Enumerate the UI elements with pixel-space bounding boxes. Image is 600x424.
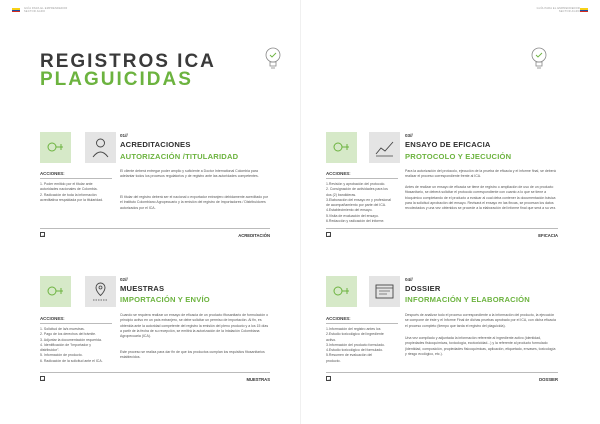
section-paragraph: Después de analizar todo el proceso correspondiente a la información del producto, la ejecución se compone de éste y el Informe Final de dichas pruebas aprobado por el ICA, con dicha eficacia el proceso completo (tiempo que tarda el registro del plaguicida). — [405, 313, 556, 328]
list-item: 1. Poder emitido por el titular ante — [40, 182, 93, 186]
header-right — [510, 7, 580, 14]
section-title: DOSSIER — [405, 284, 441, 293]
section-paragraph: El titular del registro deberá ser el nacional o exportador extranjero debidamente acreditado por el Instituto Colombiano Agropecuario y la emisión del registro de Importadores / Distribuidores autorizados por el ICA. — [120, 195, 269, 210]
list-item: producto. — [326, 358, 341, 363]
list-item: 4.Establecimiento del ensayo. — [326, 208, 373, 213]
page-title: REGISTROS ICA — [40, 51, 216, 72]
list-item: 2. Pago de los derechos del trámite. — [40, 332, 97, 337]
list-item: 1. Solicitud de la/s muestras. — [40, 327, 85, 331]
list-item: 6.Redacción y radicación del informe. — [326, 219, 385, 224]
divider — [326, 372, 558, 373]
document-icon — [369, 276, 400, 307]
lightbulb-icon — [528, 45, 550, 71]
section-paragraph: Este proceso se realiza para dar fin de que los productos cumplan los requisitos fitosanitarios establecidos. — [120, 350, 265, 360]
arrow-box-icon[interactable]: → — [41, 232, 45, 237]
section-subtitle: IMPORTACIÓN Y ENVÍO — [120, 295, 210, 304]
list-item: 5.Resumen de evaluación del — [326, 353, 373, 358]
microscope-icon — [40, 276, 71, 307]
divider — [40, 228, 270, 229]
divider — [40, 178, 112, 179]
list-item: activo. — [326, 337, 337, 342]
list-item: 1.Revisión y aprobación del protocolo. — [326, 182, 386, 186]
section-paragraph: Cuando se requiera realizar un ensayo de eficacia de un producto fitosanitario de formulación o principio activo en un país extranjero, se debe solicitar un permiso de importación. Al fin, es obtenida ante la autoridad competente del registro la emisión del pleno producto y a los 15 días a partir de la fecha de su recepción, se emitirá la autorización de la Intalación Colombiana Agropecuaria (ICA). — [120, 313, 269, 339]
colombia-flag-icon — [12, 8, 20, 12]
section-link[interactable]: DOSSIER — [539, 377, 558, 382]
acciones-label: ACCIONES: — [40, 171, 65, 176]
list-item: distribuidor". — [40, 348, 60, 353]
list-item: 3.Información del producto formulado. — [326, 342, 385, 347]
divider — [40, 323, 112, 324]
list-item: 2.Estudio toxicológico del ingrediente — [326, 332, 384, 337]
header-right-line1: GUÍA PARA EL EMPRENDEDOR — [536, 7, 580, 10]
section-link[interactable]: ACREDITACIÓN — [238, 233, 270, 238]
colombia-flag-icon — [580, 8, 588, 12]
section-title: MUESTRAS — [120, 284, 165, 293]
list-item: 3. Adjuntar la documentación requerida. — [40, 337, 102, 342]
list-item: de acompañamiento por parte del ICA. — [326, 203, 387, 208]
acciones-label: ACCIONES: — [326, 316, 351, 321]
divider — [326, 178, 398, 179]
list-item: 2. Radicación de toda la información — [40, 192, 97, 197]
section-number: 02// — [120, 277, 128, 282]
section-title: ENSAYO DE EFICACIA — [405, 140, 491, 149]
section-subtitle: INFORMACIÓN Y ELABORACIÓN — [405, 295, 530, 304]
header-left-line2: SECTOR AGRO — [24, 10, 46, 14]
list-item: 4. Identificación de "Importador y — [40, 342, 92, 347]
divider — [326, 323, 398, 324]
header-left — [24, 7, 67, 14]
list-item: 3.Elaboración del ensayo en y profesional — [326, 197, 391, 202]
actions-list — [326, 182, 402, 224]
header-right-line2: SECTOR AGRO — [558, 10, 580, 14]
microscope-icon — [40, 132, 71, 163]
section-number: 01// — [120, 133, 128, 138]
chart-icon — [369, 132, 400, 163]
header-left-line1: GUÍA PARA EL EMPRENDEDOR — [24, 7, 68, 10]
section-title: ACREDITACIONES — [120, 140, 191, 149]
arrow-box-icon[interactable]: → — [327, 376, 331, 381]
arrow-box-icon[interactable]: → — [327, 232, 331, 237]
list-item: dos (2) bandideras. — [326, 192, 357, 197]
actions-list — [40, 182, 114, 203]
section-number: 04// — [405, 277, 413, 282]
list-item: 1.Información del registro antes los — [326, 327, 381, 331]
acciones-label: ACCIONES: — [326, 171, 351, 176]
divider — [326, 228, 558, 229]
actions-list — [326, 327, 402, 364]
page-divider — [300, 0, 301, 424]
list-item: autoridades nacionales de Colombia. — [40, 187, 98, 192]
page-subtitle: PLAGUICIDAS — [40, 69, 193, 90]
list-item: 2. Consignación de actividades para los — [326, 187, 388, 192]
section-link[interactable]: MUESTRAS — [246, 377, 270, 382]
section-paragraph: Antes de realizar un ensayo de eficacia se tiene de registro o ampliación de uso de un producto fitosanitario, se deberá solicitar el protocolo correspondiente con cuanto a lo que se tiene a bioquímico completando de el producto a evaluar al cual deba contener la documentación básica para la solicitud aprobación del ensayo. Revisará el ensayo en las fincas, se procesan los datos recolectados y una vez obtenidos se procede a la elaboración del informe final que será a su vez. — [405, 185, 557, 211]
list-item: acreditativa respaldada por la titularidad. — [40, 197, 104, 202]
list-item: 4.Estudio toxicológico del formulado. — [326, 348, 384, 353]
section-number: 03// — [405, 133, 413, 138]
divider — [40, 372, 270, 373]
acciones-label: ACCIONES: — [40, 316, 65, 321]
microscope-icon — [326, 276, 357, 307]
list-item: 5. Información de producto. — [40, 353, 83, 358]
list-item: 6. Radicación de la solicitud ante el ICA. — [40, 358, 103, 363]
actions-list — [40, 327, 116, 364]
section-paragraph: Una vez compilado y adjuntada la información referente al ingrediente activo (identidad, propiedades fisicoquímicas, toxicología, ecotoxicidad...) y la referente al producto formulado (identidad, composición, propiedades fisicoquímicas, aplicación, etiquetado, envases, toxicología y riesgo ecológico, etc.). — [405, 336, 556, 356]
microscope-icon — [326, 132, 357, 163]
section-subtitle: AUTORIZACIÓN /TITULARIDAD — [120, 152, 239, 161]
arrow-box-icon[interactable]: → — [41, 376, 45, 381]
list-item: 5.Visita de evaluación del ensayo. — [326, 213, 379, 218]
person-icon — [85, 132, 116, 163]
section-paragraph: Para la autorización del protocolo, ejecución de la prueba de eficacia y el informe final, se deberá realizar el proceso correspondiente frente al ICA. — [405, 169, 556, 179]
section-subtitle: PROTOCOLO Y EJECUCIÓN — [405, 152, 512, 161]
lightbulb-icon — [262, 45, 284, 71]
location-pin-icon — [85, 276, 116, 307]
section-paragraph: El cliente deberá entregar poder amplio y suficiente a Doctor International Colombia para adelantar todos los procesos regulatorios y de registro ante las autoridades competentes. — [120, 169, 259, 179]
section-link[interactable]: EFICACIA — [538, 233, 558, 238]
